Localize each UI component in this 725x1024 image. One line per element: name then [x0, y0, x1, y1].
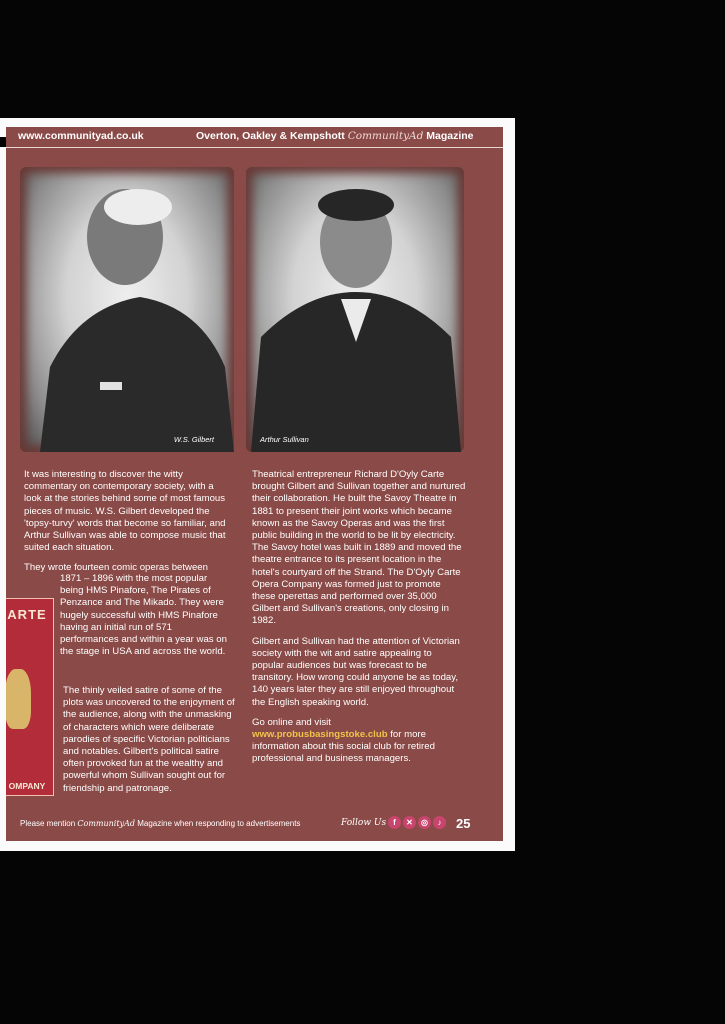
poster-figure-illustration [6, 669, 31, 729]
column2-paragraph1: Theatrical entrepreneur Richard D'Oyly Carte brought Gilbert and Sullivan together and nurtured their collaboration. He built the Savoy Theatre in 1881 to present their joint works which became known as the Savoy Operas and was the first public building in the world to be lit by electricity. The Savoy hotel was built in 1889 and moved the theatre entrance to its present location in the hotel's courtyard off the Strand. The D'Oyly Carte Opera Company was formed just to promote these operettas and performed over 35,000 Gilbert and Sullivan's creations, only closing in 1982. [252, 469, 466, 627]
gilbert-portrait-image [20, 167, 234, 452]
column1-satire [63, 685, 235, 803]
footer-msg-after: Magazine when responding to advertisements [134, 819, 301, 828]
column2-outro: for more information about this social club for retired professional and business managers. [252, 729, 435, 765]
follow-us-label: Follow Us [341, 818, 387, 828]
gilbert-silhouette [20, 167, 234, 452]
column2-intro: Go online and visit [252, 716, 331, 728]
column1-operas [60, 573, 232, 666]
header-magazine: Magazine [426, 130, 474, 142]
poster-bottom-text: OMPANY [8, 781, 46, 791]
column1-paragraph2-line1: They wrote fourteen comic operas between [24, 562, 208, 574]
magazine-page [6, 127, 503, 841]
page-number: 25 [456, 816, 471, 831]
header-brand: CommunityAd [347, 130, 424, 142]
scan-corner-mark [0, 137, 6, 147]
footer-message [20, 819, 300, 828]
column1-paragraph2: 1871 – 1896 with the most popular being HMS Pinafore, The Pirates of Penzance and The Mikado. They were hugely successful with HMS Pinafore having an initial run of 571 performances and within a year was on the stage in USA and across the world. [60, 573, 227, 658]
poster-top-text: ARTE [7, 607, 47, 622]
header-location: Overton, Oakley & Kempshott [196, 130, 345, 142]
probus-link[interactable]: www.probusbasingstoke.club [252, 729, 388, 741]
column1-paragraph1: It was interesting to discover the witty commentary on contemporary society, with a look at the stories behind some of most famous pieces of music. W.S. Gilbert developed the 'topsy-turvy' words that become so familiar, and Arthur Sullivan was able to compose music that suited each situation. [24, 469, 226, 554]
gilbert-photo [20, 167, 234, 452]
header-url: www.communityad.co.uk [18, 130, 144, 142]
instagram-icon[interactable]: ◎ [418, 816, 431, 829]
sullivan-caption: Arthur Sullivan [260, 435, 309, 444]
column2-paragraph2: Gilbert and Sullivan had the attention of Victorian society with the wit and satire appealing to popular audiences but was forecast to be transitory. How wrong could anyone be as today, 140 years later they are still enjoyed throughout the English speaking world. [252, 635, 460, 708]
sullivan-photo [246, 167, 464, 452]
magazine-sheet [0, 118, 515, 851]
tiktok-icon[interactable]: ♪ [433, 816, 446, 829]
doyly-carte-poster [6, 598, 54, 796]
column1-paragraph3: The thinly veiled satire of some of the plots was uncovered to the enjoyment of the audience, along with the unmasking of characters which were deliberate parodies of specific Victorian politicians and notables. Gilbert's political satire often provoked fun at the wealthy and powerful whom Sullivan sought out for friendship and patronage. [63, 685, 235, 794]
column1-intro [24, 469, 232, 575]
page-header [6, 127, 503, 148]
x-icon[interactable]: ✕ [403, 816, 416, 829]
column2-paragraph3 [252, 717, 466, 766]
gilbert-caption: W.S. Gilbert [173, 435, 214, 444]
header-title [196, 130, 474, 142]
column2 [252, 469, 466, 774]
sullivan-portrait-image [246, 167, 464, 452]
sullivan-silhouette [246, 167, 464, 452]
footer-brand: CommunityAd [77, 819, 135, 828]
footer-msg-before: Please mention [20, 819, 78, 828]
facebook-icon[interactable]: f [388, 816, 401, 829]
